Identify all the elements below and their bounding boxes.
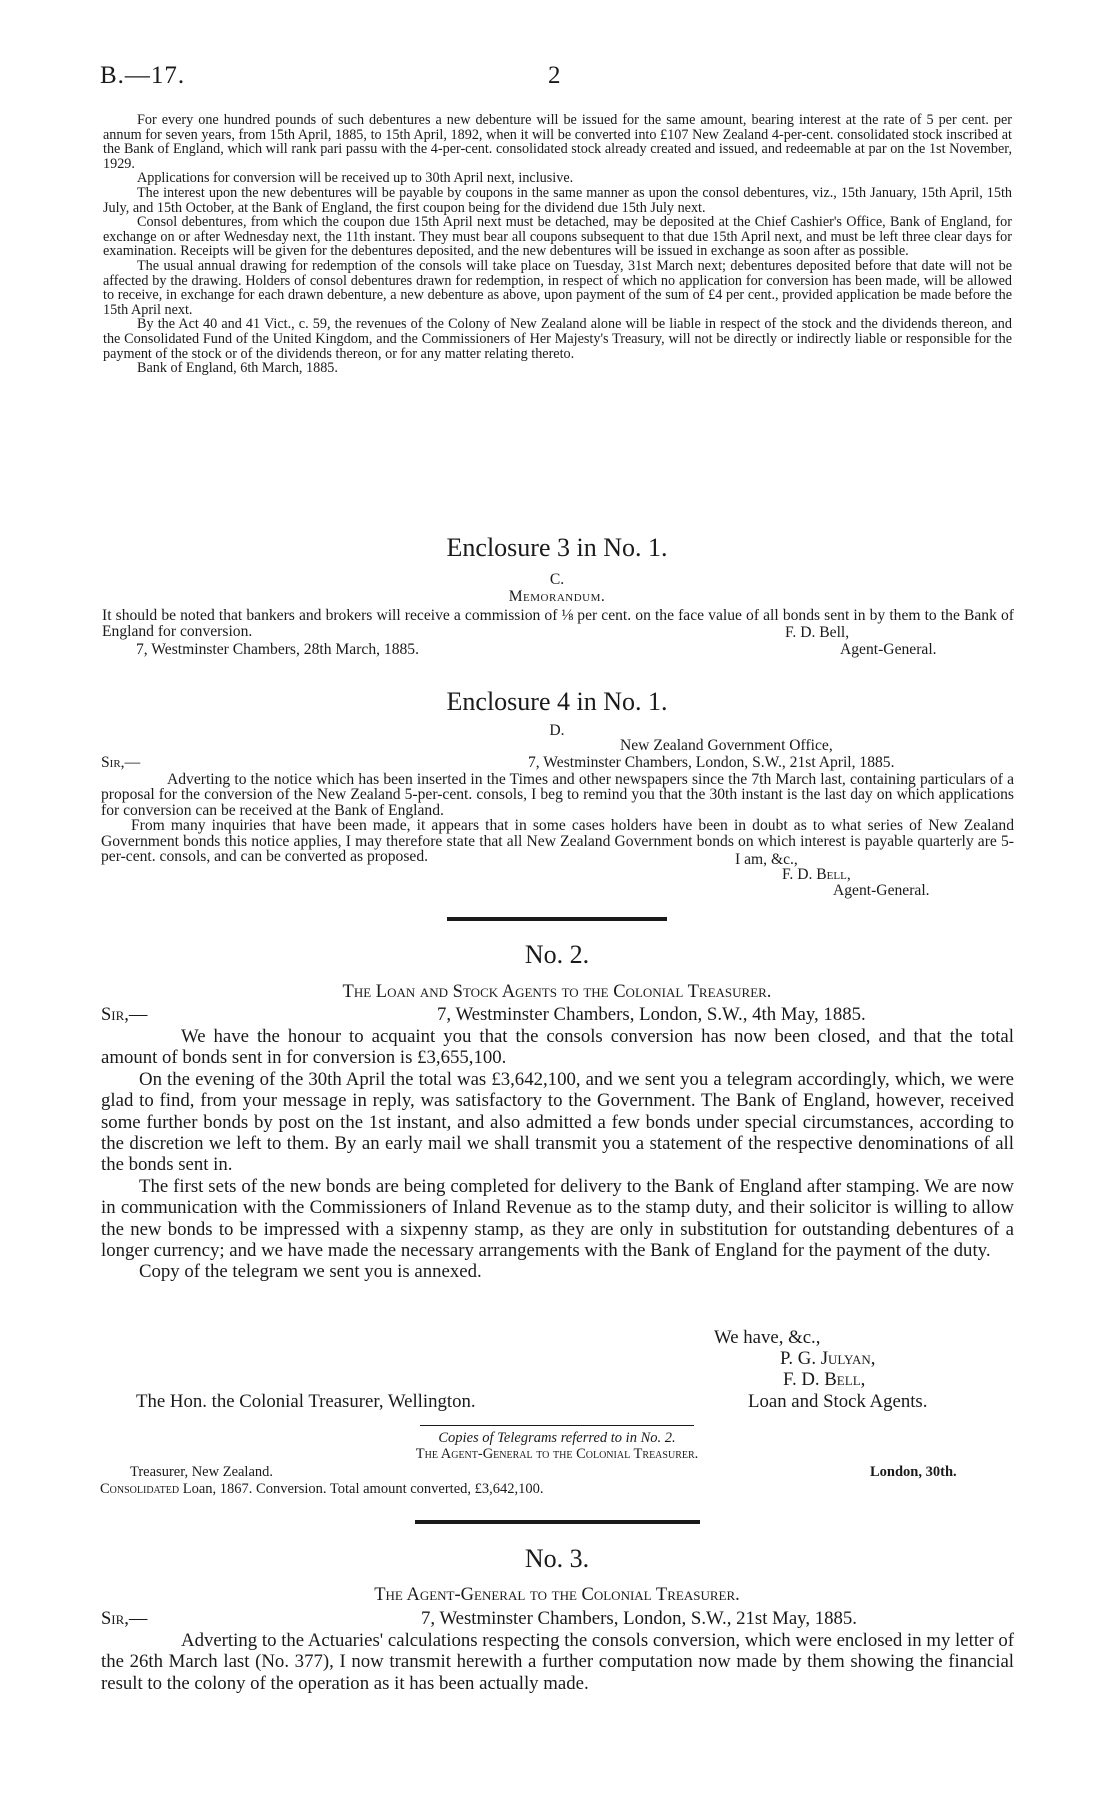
telegram-body-line — [100, 1481, 544, 1498]
enclosure-4-address: 7, Westminster Chambers, London, S.W., 21st April, 1885. — [528, 754, 895, 771]
no-3-text — [101, 1630, 1014, 1694]
enclosure-4-letter: D. — [549, 722, 565, 739]
telegram-divider — [420, 1425, 694, 1426]
no-3-salutation: Sir,— — [101, 1609, 148, 1629]
enclosure-4-text — [101, 772, 1014, 864]
telegram-body-label: Consolidated — [100, 1481, 180, 1497]
no-2-address: 7, Westminster Chambers, London, S.W., 4th May, 1885. — [437, 1004, 866, 1025]
no-3-heading: No. 3. — [524, 1544, 590, 1573]
no-2-paragraph: Copy of the telegram we sent you is annexed. — [139, 1261, 482, 1283]
no-2-subheading: The Loan and Stock Agents to the Colonial Treasurer. — [342, 982, 772, 1002]
no-3-address: 7, Westminster Chambers, London, S.W., 21st May, 1885. — [421, 1608, 858, 1629]
memorandum-body: It should be noted that bankers and brokers will receive a commission of ⅛ per cent. on the face value of all bonds sent in by them to the Bank of England for conversion. — [102, 607, 1014, 640]
series-code: B.—17. — [100, 62, 186, 89]
no-2-signer-1: P. G. Julyan, — [780, 1348, 876, 1369]
no-2-paragraph: We have the honour to acquaint you that the consols conversion has now been closed, and that the total amount of bonds sent in for conversion is £3,655,100. — [101, 1026, 1014, 1069]
notice-paragraph: The usual annual drawing for redemption of the consols will take place on Tuesday, 31st March next; debentures deposited before that date will not be affected by the drawing. Holders of consol debentures drawn for redemption, in respect of which no application for conversion has been made, will be allowed to receive, in exchange for each drawn debenture, a new debenture as above, upon payment of the sum of £4 per cent., provided application be made before the 15th April next. — [103, 257, 1012, 318]
no-2-paragraph: On the evening of the 30th April the total was £3,642,100, and we sent you a telegram accordingly, which, we were glad to find, from your message in reply, was satisfactory to the Government. The Bank of England, however, received some further bonds by post on the 1st instant, and also admitted a few bonds under special circumstances, according to the discretion we left to them. By an early mail we shall transmit you a statement of the respective denominations of all the bonds sent in. — [101, 1068, 1014, 1176]
no-2-paragraph: The first sets of the new bonds are being completed for delivery to the Bank of England after stamping. We are now in communication with the Commissioners of Inland Revenue as to the stamp duty, and their solicitor is willing to allow the new bonds to be impressed with a sixpenny stamp, as they are only in substitution for outstanding debentures of a longer currency; and we have made the necessary arrangements with the Bank of England for the payment of the duty. — [101, 1175, 1014, 1262]
enclosure-4-paragraph: From many inquiries that have been made, it appears that in some cases holders have been in doubt as to what series of New Zealand Government bonds this notice applies, I may therefore state that all New Zealand Government bonds on which interest is payable quarterly are 5-per-cent. consols, and can be converted as proposed. — [101, 817, 1014, 866]
notice-paragraph: By the Act 40 and 41 Vict., c. 59, the revenues of the Colony of New Zealand alone will be liable in respect of the stock and the dividends thereon, and the Consolidated Fund of the United Kingdom, and the Commissioners of Her Majesty's Treasury, will not be directly or indirectly liable or responsible for the payment of the stock or of the dividends thereon, or for any matter relating thereto. — [103, 316, 1012, 362]
section-divider — [447, 917, 667, 921]
telegram-to: Treasurer, New Zealand. — [130, 1464, 274, 1480]
enclosure-4-heading: Enclosure 4 in No. 1. — [446, 687, 668, 716]
enclosure-4-salutation: Sir,— — [101, 754, 141, 771]
enclosure-4-closing: I am, &c., — [735, 851, 798, 868]
enclosure-4-paragraph: Adverting to the notice which has been inserted in the Times and other newspapers since the 7th March last, containing particulars of a proposal for the conversion of the New Zealand 5-per-cent. consols, I beg to remind you that the 30th instant is the last day on which applications for conversion can be received at the Bank of England. — [101, 771, 1014, 819]
no-2-signer-2: F. D. Bell, — [783, 1369, 866, 1390]
enclosure-4-signer-title: Agent-General. — [833, 882, 930, 899]
notice-date: Bank of England, 6th March, 1885. — [137, 360, 338, 377]
enclosure-4-signer: F. D. Bell, — [782, 866, 851, 883]
no-3-paragraph: Adverting to the Actuaries' calculations respecting the consols conversion, which were enclosed in my letter of the 26th March last (No. 377), I now transmit herewith a further computation now made by them showing the financial result to the colony of the operation as it has been actually made. — [101, 1630, 1014, 1694]
notice-paragraph: Applications for conversion will be received up to 30th April next, inclusive. — [137, 170, 574, 187]
notice-text — [103, 113, 1012, 376]
section-divider — [415, 1520, 700, 1524]
memorandum-address: 7, Westminster Chambers, 28th March, 1885. — [136, 641, 420, 658]
no-2-closing: We have, &c., — [714, 1327, 821, 1348]
page-number: 2 — [548, 62, 561, 89]
telegram-heading: The Agent-General to the Colonial Treasurer. — [415, 1446, 699, 1462]
notice-paragraph: Consol debentures, from which the coupon due 15th April next must be detached, may be deposited at the Chief Cashier's Office, Bank of England, for exchange on or after Wednesday next, the 11th instant. They must bear all coupons subsequent to that due 15th April next, and must be left three clear days for examination. Receipts will be given for the debentures deposited, and the new debentures will be issued in exchange as soon after as possible. — [103, 214, 1012, 260]
no-3-subheading: The Agent-General to the Colonial Treasurer. — [374, 1585, 740, 1605]
notice-paragraph: For every one hundred pounds of such debentures a new debenture will be issued for the same amount, bearing interest at the rate of 5 per cent. per annum for seven years, from 15th April, 1885, to 15th April, 1892, when it will be converted into £107 New Zealand 4-per-cent. consolidated stock inscribed at the Bank of England, which will rank pari passu with the 4-per-cent. consolidated stock already created and issued, and redeemable at par on the 1st November, 1929. — [103, 112, 1012, 172]
notice-paragraph: The interest upon the new debentures will be payable by coupons in the same manner as upon the consol debentures, viz., 15th January, 15th April, 15th July, and 15th October, at the Bank of England, the first coupon being for the dividend due 15th July next. — [103, 184, 1012, 216]
office-line: New Zealand Government Office, — [620, 737, 833, 754]
no-2-signer-title: Loan and Stock Agents. — [748, 1391, 928, 1412]
telegram-body: Loan, 1867. Conversion. Total amount converted, £3,642,100. — [182, 1481, 544, 1497]
memorandum-title: Memorandum. — [508, 588, 606, 605]
no-2-heading: No. 2. — [524, 940, 590, 969]
memorandum-signer-title: Agent-General. — [840, 641, 937, 658]
enclosure-3-letter: C. — [549, 571, 565, 588]
no-2-text — [101, 1026, 1014, 1283]
memorandum-signer: F. D. Bell, — [785, 624, 850, 641]
no-2-addressee: The Hon. the Colonial Treasurer, Wellington. — [136, 1391, 476, 1412]
telegram-caption: Copies of Telegrams referred to in No. 2. — [438, 1430, 676, 1446]
telegram-from: London, 30th. — [870, 1464, 957, 1480]
enclosure-3-heading: Enclosure 3 in No. 1. — [446, 533, 668, 562]
no-2-salutation: Sir,— — [101, 1005, 148, 1025]
